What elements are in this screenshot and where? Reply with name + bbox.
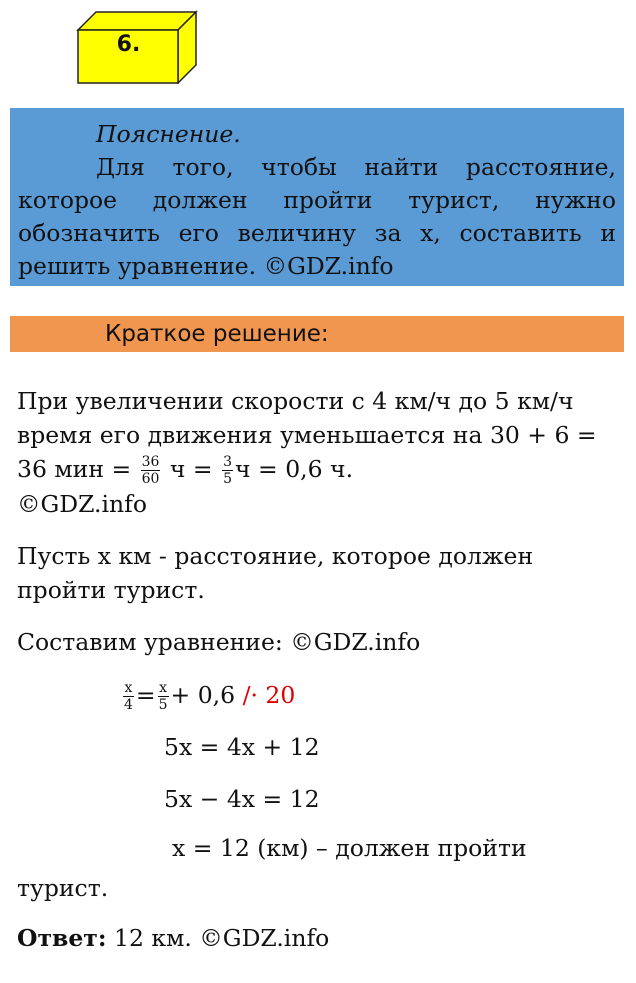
explanation-box xyxy=(10,108,624,286)
equation-3: 5x − 4x = 12 xyxy=(164,785,320,813)
equals-sign: = xyxy=(135,681,156,709)
p1-mid: ч = xyxy=(162,455,213,483)
equation-1 xyxy=(17,669,617,721)
fraction-denominator: 60 xyxy=(141,471,160,487)
p1-end: ч = 0,6 ч. xyxy=(235,455,354,483)
fraction-36-60 xyxy=(141,454,161,487)
explanation-text: Для того, чтобы найти расстояние, которое должен пройти турист, нужно обозначить его величину за х, составить и решить уравнение. ©GDZ.info xyxy=(18,153,616,280)
fraction-denominator: 4 xyxy=(124,697,133,713)
solution-paragraph-2: Пусть х км - расстояние, которое должен пройти турист. xyxy=(17,542,534,604)
fraction-numerator: 3 xyxy=(223,454,233,470)
fraction-numerator: x xyxy=(159,680,168,696)
multiplier-note: /· 20 xyxy=(242,681,296,709)
fraction-x-5 xyxy=(158,680,169,713)
explanation-title: Пояснение. xyxy=(96,120,241,148)
task-number-badge xyxy=(76,10,198,84)
equation-4: x = 12 (км) – должен пройти xyxy=(172,834,527,862)
fraction-numerator: 36 xyxy=(141,454,160,470)
equation-4-continuation: турист. xyxy=(17,874,109,902)
answer-label: Ответ: xyxy=(17,924,107,952)
fraction-x-4 xyxy=(123,680,134,713)
fraction-denominator: 5 xyxy=(223,471,233,487)
solution-body xyxy=(17,384,617,955)
p1-watermark: ©GDZ.info xyxy=(17,490,147,518)
answer-line xyxy=(17,921,617,955)
short-solution-title: Краткое решение: xyxy=(105,321,329,347)
solution-paragraph-3: Составим уравнение: ©GDZ.info xyxy=(17,628,421,656)
fraction-3-5 xyxy=(222,454,233,487)
solution-paragraph-1 xyxy=(17,384,617,521)
equation-2: 5x = 4x + 12 xyxy=(164,733,320,761)
short-solution-header xyxy=(10,316,624,352)
fraction-numerator: x xyxy=(124,680,133,696)
fraction-denominator: 5 xyxy=(158,697,168,713)
task-number: 6. xyxy=(116,32,141,57)
p1-text: При увеличении скорости с 4 км/ч до 5 км/ч время его движения уменьшается на 30 + 6 = 36 мин = xyxy=(17,387,597,483)
answer-text: 12 км. ©GDZ.info xyxy=(106,924,330,952)
equation-1-rest: + 0,6 xyxy=(170,681,243,709)
